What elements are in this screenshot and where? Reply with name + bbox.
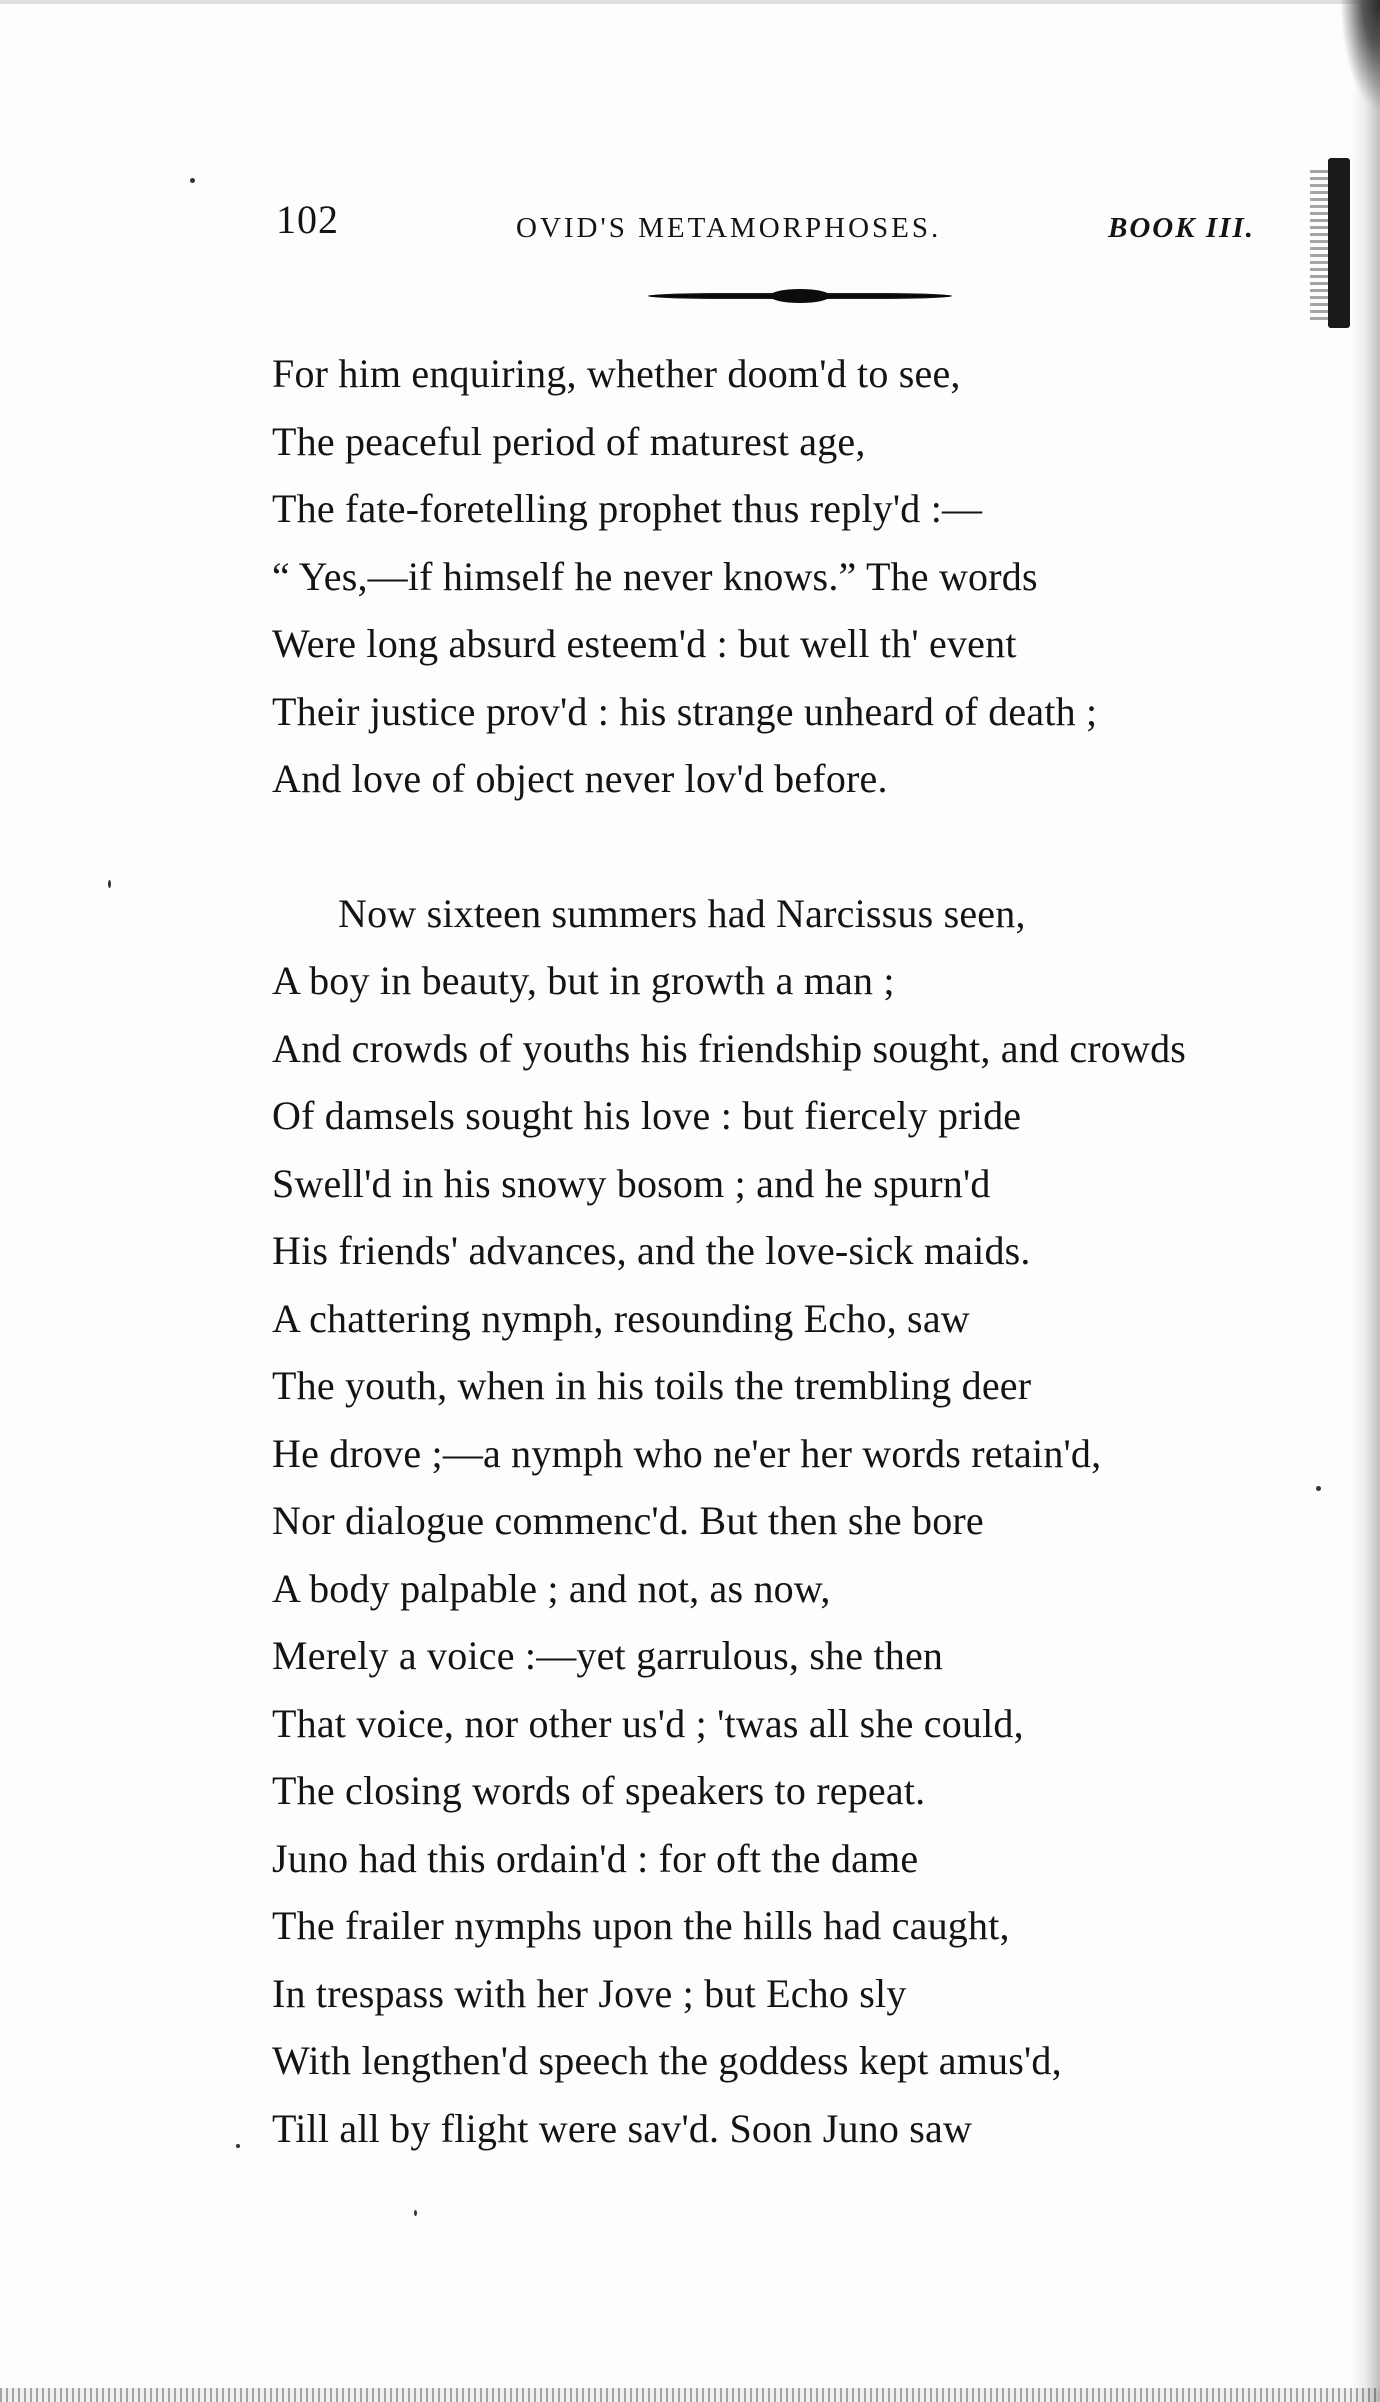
- page-corner-curl: [1340, 0, 1380, 110]
- poem-line: The closing words of speakers to repeat.: [272, 1768, 926, 1813]
- stanza-break: [272, 813, 1312, 880]
- scan-speck: [236, 2144, 240, 2148]
- poem-line: His friends' advances, and the love-sick maids.: [272, 1228, 1031, 1273]
- stanza-1: [272, 340, 1312, 813]
- poem-line: Juno had this ordain'd : for oft the dame: [272, 1835, 919, 1881]
- stanza-2: [272, 880, 1312, 2163]
- poem-line: And crowds of youths his friendship sought, and crowds: [272, 1025, 1187, 1071]
- poem-line: A chattering nymph, resounding Echo, saw: [272, 1295, 970, 1341]
- poem-line: Their justice prov'd : his strange unheard of death ;: [272, 688, 1098, 734]
- poem-line: Swell'd in his snowy bosom ; and he spurn'd: [272, 1160, 991, 1206]
- poem-line: Merely a voice :—yet garrulous, she then: [272, 1633, 944, 1678]
- scan-speck: [414, 2210, 417, 2216]
- scan-bottom-edge: [0, 2388, 1380, 2402]
- poem-line: And love of object never lov'd before.: [272, 756, 888, 801]
- poem-line: A body palpable ; and not, as now,: [272, 1565, 831, 1611]
- poem-line: The peaceful period of maturest age,: [272, 418, 866, 464]
- thumb-tab-texture: [1310, 170, 1330, 320]
- poem-line: For him enquiring, whether doom'd to see,: [272, 351, 961, 396]
- scan-speck: [190, 178, 195, 183]
- poem-line: Nor dialogue commenc'd. But then she bore: [272, 1498, 984, 1543]
- scan-top-edge: [0, 0, 1380, 4]
- book-label: BOOK III.: [1108, 212, 1255, 244]
- poem-line: The frailer nymphs upon the hills had caught,: [272, 1903, 1010, 1948]
- poem-line: He drove ;—a nymph who ne'er her words retain'd,: [272, 1430, 1102, 1476]
- page-edge-shadow: [1352, 0, 1380, 2402]
- scan-speck: [1316, 1486, 1321, 1491]
- poem-line: The fate-foretelling prophet thus reply'd :—: [272, 486, 983, 531]
- thumb-tab-marker: [1328, 158, 1350, 328]
- poem-line: Were long absurd esteem'd : but well th' event: [272, 621, 1017, 666]
- header-rule-ornament: [770, 289, 830, 303]
- poem-line: That voice, nor other us'd ; 'twas all she could,: [272, 1700, 1024, 1746]
- poem-line-indented: Now sixteen summers had Narcissus seen,: [338, 890, 1026, 936]
- poem-line: Till all by flight were sav'd. Soon Juno saw: [272, 2105, 973, 2151]
- poem-line: “ Yes,—if himself he never knows.” The words: [272, 553, 1038, 599]
- poem-line: The youth, when in his toils the trembling deer: [272, 1363, 1032, 1408]
- poem-line: Of damsels sought his love : but fiercely pride: [272, 1093, 1022, 1138]
- poem-body: [272, 340, 1312, 2162]
- poem-line: A boy in beauty, but in growth a man ;: [272, 958, 895, 1003]
- page-number: 102: [276, 197, 339, 242]
- poem-line: In trespass with her Jove ; but Echo sly: [272, 1970, 907, 2016]
- poem-line: With lengthen'd speech the goddess kept amus'd,: [272, 2038, 1062, 2083]
- scan-speck: [108, 880, 111, 888]
- running-title: OVID'S METAMORPHOSES.: [516, 212, 942, 244]
